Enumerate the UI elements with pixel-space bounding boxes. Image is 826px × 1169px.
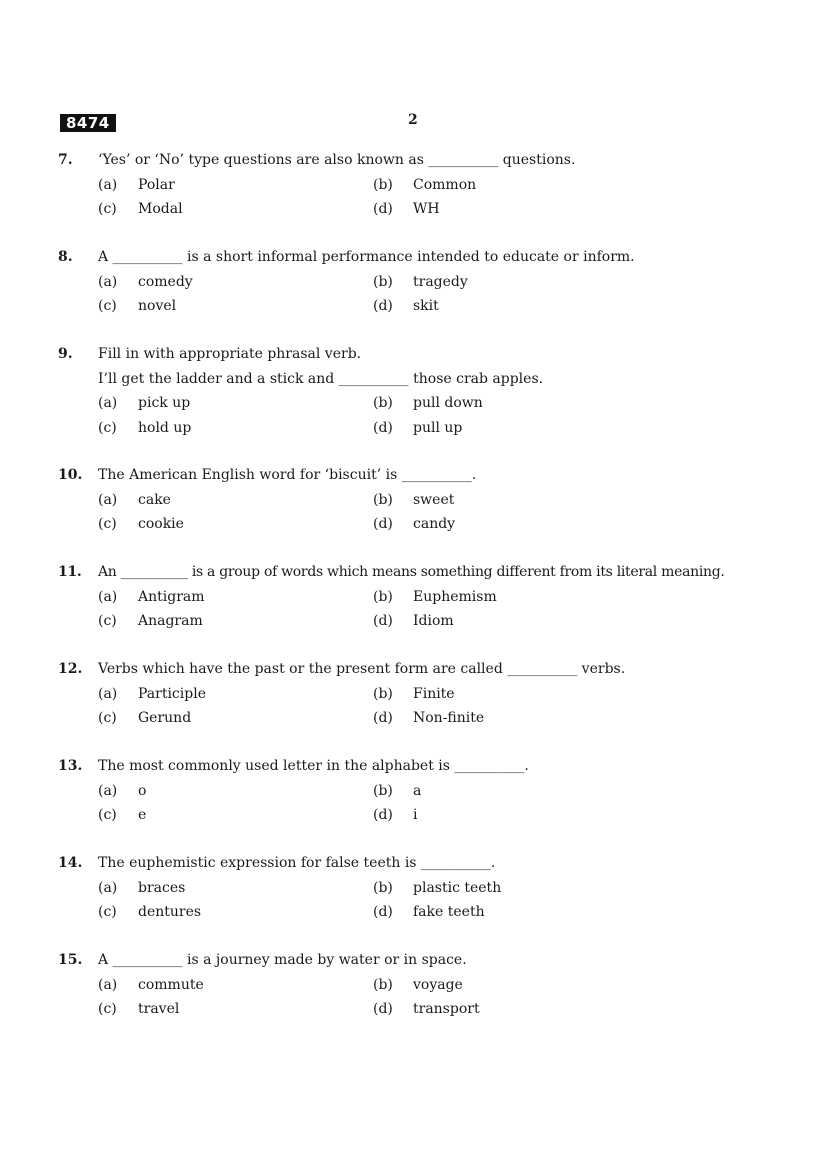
option-a xyxy=(98,270,373,295)
option-text: cookie xyxy=(138,516,184,532)
option-label: (b) xyxy=(373,176,393,193)
option-label: (d) xyxy=(373,201,393,217)
option-b xyxy=(373,682,778,707)
option-text: travel xyxy=(138,1001,180,1017)
option-label: (d) xyxy=(373,1001,393,1017)
question-10 xyxy=(58,463,778,560)
option-text: novel xyxy=(138,298,177,314)
option-label: (a) xyxy=(98,273,118,290)
option-text: pull down xyxy=(413,395,483,411)
option-label: (c) xyxy=(98,613,117,629)
option-label: (c) xyxy=(98,904,117,920)
option-text: a xyxy=(413,782,422,799)
option-c xyxy=(98,900,373,925)
option-b xyxy=(373,585,778,610)
question-number: 9. xyxy=(58,346,73,362)
option-text: plastic teeth xyxy=(413,879,502,896)
question-text: The euphemistic expression for false teeth is __________. xyxy=(98,855,496,871)
option-a xyxy=(98,876,373,901)
question-text: ‘Yes’ or ‘No’ type questions are also known as __________ questions. xyxy=(98,152,576,168)
option-a xyxy=(98,585,373,610)
option-text: tragedy xyxy=(413,273,468,290)
option-c xyxy=(98,609,373,634)
option-d xyxy=(373,900,778,925)
question-7 xyxy=(58,148,778,245)
option-label: (c) xyxy=(98,298,117,314)
question-text: Verbs which have the past or the present form are called __________ verbs. xyxy=(98,661,626,677)
option-label: (b) xyxy=(373,782,393,799)
option-label: (b) xyxy=(373,588,393,605)
question-text: An __________ is a group of words which means something different from its literal meaning. xyxy=(98,564,725,580)
option-label: (a) xyxy=(98,782,118,799)
option-a xyxy=(98,488,373,513)
question-number: 14. xyxy=(58,855,83,871)
option-d xyxy=(373,706,778,731)
question-8 xyxy=(58,245,778,342)
option-text: candy xyxy=(413,516,456,532)
question-number: 13. xyxy=(58,758,83,774)
question-12 xyxy=(58,657,778,754)
question-list xyxy=(58,148,778,1045)
page-number: 2 xyxy=(408,112,418,128)
option-label: (d) xyxy=(373,904,393,920)
option-label: (d) xyxy=(373,613,393,629)
option-d xyxy=(373,197,778,222)
option-d xyxy=(373,416,778,441)
option-label: (c) xyxy=(98,710,117,726)
option-label: (b) xyxy=(373,491,393,508)
option-label: (d) xyxy=(373,516,393,532)
question-text: The American English word for ‘biscuit’ is __________. xyxy=(98,467,477,483)
option-label: (a) xyxy=(98,685,118,702)
option-text: transport xyxy=(413,1001,480,1017)
option-label: (b) xyxy=(373,273,393,290)
option-text: braces xyxy=(138,879,186,896)
question-number: 10. xyxy=(58,467,83,483)
option-label: (c) xyxy=(98,1001,117,1017)
option-text: e xyxy=(138,807,147,823)
option-d xyxy=(373,294,778,319)
option-b xyxy=(373,173,778,198)
option-d xyxy=(373,512,778,537)
option-label: (d) xyxy=(373,710,393,726)
option-c xyxy=(98,197,373,222)
option-text: Gerund xyxy=(138,710,192,726)
option-c xyxy=(98,997,373,1022)
option-text: sweet xyxy=(413,491,455,508)
question-subtext: I’ll get the ladder and a stick and __________ those crab apples. xyxy=(98,370,544,387)
option-label: (b) xyxy=(373,879,393,896)
option-label: (a) xyxy=(98,588,118,605)
option-text: Common xyxy=(413,176,477,193)
option-c xyxy=(98,294,373,319)
option-text: Finite xyxy=(413,685,455,702)
option-text: Idiom xyxy=(413,613,454,629)
option-c xyxy=(98,416,373,441)
option-label: (d) xyxy=(373,807,393,823)
question-14 xyxy=(58,851,778,948)
option-a xyxy=(98,682,373,707)
question-text: The most commonly used letter in the alphabet is __________. xyxy=(98,758,529,774)
option-text: comedy xyxy=(138,273,193,290)
option-a xyxy=(98,973,373,998)
option-label: (c) xyxy=(98,419,117,436)
option-b xyxy=(373,779,778,804)
option-c xyxy=(98,512,373,537)
option-label: (b) xyxy=(373,976,393,993)
option-label: (d) xyxy=(373,298,393,314)
option-d xyxy=(373,803,778,828)
option-text: cake xyxy=(138,491,171,508)
option-text: WH xyxy=(413,201,440,217)
option-label: (a) xyxy=(98,395,118,411)
question-text: Fill in with appropriate phrasal verb. xyxy=(98,346,362,362)
question-text: A __________ is a journey made by water or in space. xyxy=(98,952,467,968)
option-text: i xyxy=(413,807,418,823)
option-text: fake teeth xyxy=(413,904,485,920)
option-text: Modal xyxy=(138,201,183,217)
paper-code-badge: 8474 xyxy=(60,114,116,132)
question-11 xyxy=(58,560,778,657)
option-c xyxy=(98,706,373,731)
question-number: 15. xyxy=(58,952,83,968)
option-text: o xyxy=(138,782,147,799)
option-d xyxy=(373,997,778,1022)
option-text: pick up xyxy=(138,395,191,411)
option-text: Non-finite xyxy=(413,710,485,726)
question-number: 7. xyxy=(58,152,73,168)
option-label: (a) xyxy=(98,176,118,193)
option-text: Antigram xyxy=(138,588,205,605)
option-label: (c) xyxy=(98,807,117,823)
option-label: (c) xyxy=(98,516,117,532)
option-label: (a) xyxy=(98,879,118,896)
option-a xyxy=(98,173,373,198)
option-label: (a) xyxy=(98,491,118,508)
option-a xyxy=(98,779,373,804)
option-b xyxy=(373,488,778,513)
option-label: (d) xyxy=(373,419,393,436)
question-15 xyxy=(58,948,778,1045)
option-label: (c) xyxy=(98,201,117,217)
question-text: A __________ is a short informal performance intended to educate or inform. xyxy=(98,249,635,265)
option-a xyxy=(98,391,373,416)
option-d xyxy=(373,609,778,634)
option-text: Anagram xyxy=(138,613,203,629)
question-number: 11. xyxy=(58,564,82,580)
question-number: 8. xyxy=(58,249,73,265)
option-text: dentures xyxy=(138,904,202,920)
option-text: Polar xyxy=(138,176,175,193)
option-label: (b) xyxy=(373,685,393,702)
option-text: skit xyxy=(413,298,439,314)
question-13 xyxy=(58,754,778,851)
option-b xyxy=(373,391,778,416)
question-number: 12. xyxy=(58,661,83,677)
option-text: Euphemism xyxy=(413,588,497,605)
option-text: hold up xyxy=(138,419,192,436)
option-text: pull up xyxy=(413,419,463,436)
option-b xyxy=(373,973,778,998)
option-text: Participle xyxy=(138,685,206,702)
option-label: (b) xyxy=(373,395,393,411)
option-label: (a) xyxy=(98,976,118,993)
option-text: commute xyxy=(138,976,204,993)
option-b xyxy=(373,270,778,295)
option-text: voyage xyxy=(413,976,463,993)
option-c xyxy=(98,803,373,828)
question-9 xyxy=(58,342,778,463)
option-b xyxy=(373,876,778,901)
